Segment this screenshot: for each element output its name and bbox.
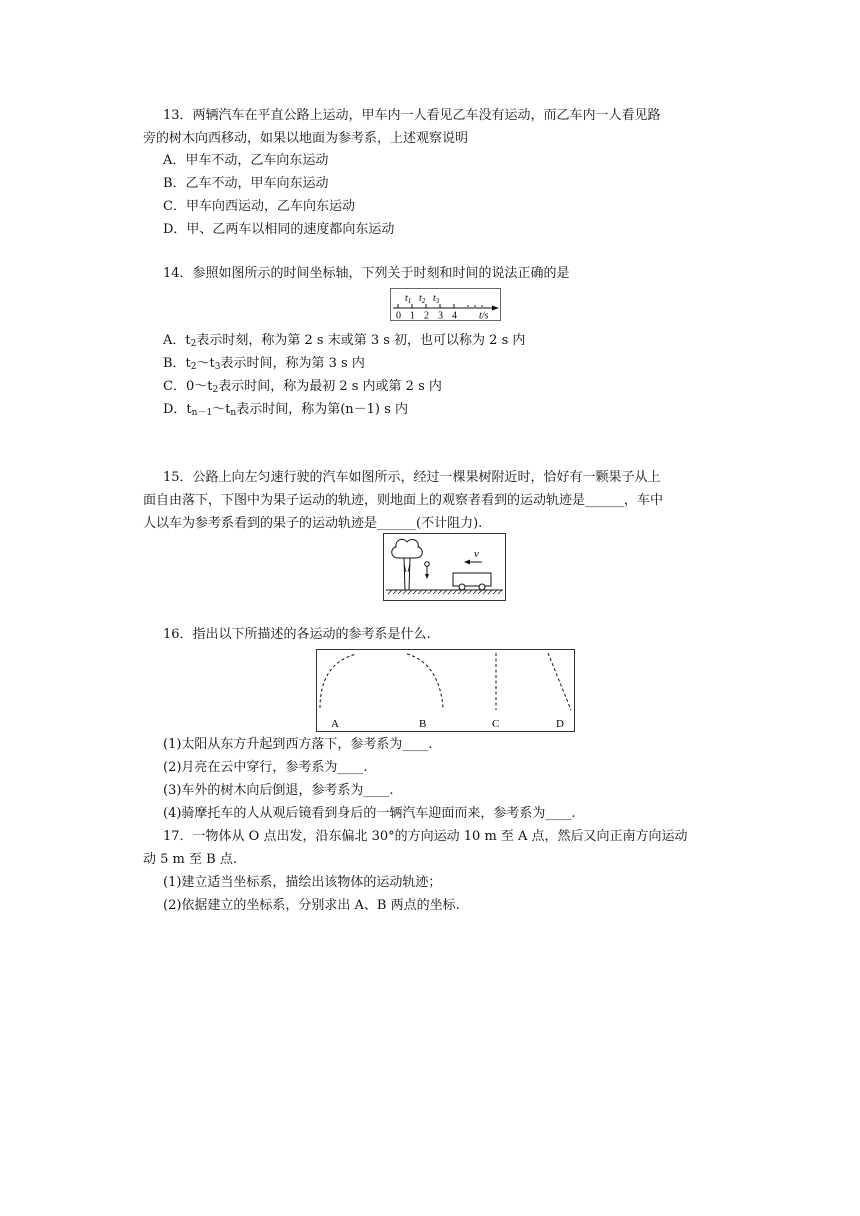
- q15-line2: 面自由落下，下图中为果子运动的轨迹，则地面上的观察者看到的运动轨迹是______，车中: [143, 493, 664, 508]
- time-axis-figure: [390, 288, 501, 321]
- q16-item-1: (1)太阳从东方升起到西方落下，参考系为____.: [163, 737, 433, 752]
- moment-label-t1: $t_1$: [405, 293, 412, 305]
- trajectory-d: [548, 653, 571, 710]
- axis-label: t/s: [479, 310, 489, 320]
- traj-label-d: D: [556, 718, 564, 730]
- q15-line3: 人以车为参考系看到的果子的运动轨迹是______(不计阻力).: [143, 516, 483, 531]
- velocity-arrow-icon: [464, 560, 470, 565]
- q13-stem-line1: 13．两辆汽车在平直公路上运动，甲车内一人看见乙车没有运动，而乙车内一人看见路: [163, 108, 661, 123]
- q14-option-a: A．$t_2$表示时刻，称为第 2 s 末或第 3 s 初，也可以称为 2 s 内: [163, 333, 526, 349]
- q17-item-1: (1)建立适当坐标系，描绘出该物体的运动轨迹；: [163, 875, 442, 890]
- q16-item-4: (4)骑摩托车的人从观后镜看到身后的一辆汽车迎面而来，参考系为____.: [163, 806, 576, 821]
- dot-1: [467, 305, 469, 307]
- q16-stem: 16．指出以下所描述的各运动的参考系是什么.: [163, 627, 431, 642]
- time-axis-arrow-icon: [492, 306, 499, 311]
- q14-option-d: D．$t_{n-1}\sim t_n$表示时间，称为第(n－1) s 内: [163, 402, 408, 418]
- q14-option-c: C．$0\sim t_2$表示时间，称为最初 2 s 内或第 2 s 内: [163, 379, 442, 395]
- q16-item-3: (3)车外的树木向后倒退，参考系为____.: [163, 783, 394, 798]
- q13-option-b: B．乙车不动，甲车向东运动: [163, 176, 329, 191]
- moment-label-t2: $t_2$: [419, 293, 426, 305]
- tree-trunk-left: [404, 558, 405, 590]
- tick-label-0: 0: [396, 310, 401, 320]
- fruit-arrow-icon: [425, 574, 429, 579]
- q14-option-b: B．$t_2\sim t_3$表示时间，称为第 3 s 内: [163, 356, 365, 372]
- q13-option-c: C．甲车向西运动，乙车向东运动: [163, 199, 355, 214]
- q14-stem: 14．参照如图所示的时间坐标轴，下列关于时刻和时间的说法正确的是: [163, 266, 570, 281]
- trajectory-b: [407, 654, 443, 708]
- tree-car-figure: [383, 533, 506, 601]
- q13-option-a: A．甲车不动，乙车向东运动: [163, 153, 329, 168]
- fruit-icon: [425, 562, 430, 567]
- traj-label-c: C: [492, 718, 500, 730]
- car-body-icon: [453, 573, 491, 586]
- traj-label-a: A: [331, 718, 339, 730]
- dot-3: [481, 305, 483, 307]
- moment-label-t3: $t_3$: [433, 293, 440, 305]
- q16-item-2: (2)月亮在云中穿行，参考系为____.: [163, 760, 368, 775]
- ground-hatch: [388, 590, 502, 594]
- tree-crown-icon: [392, 539, 423, 558]
- tree-trunk-right: [409, 558, 410, 590]
- dot-2: [474, 305, 476, 307]
- tick-label-2: 2: [424, 310, 429, 320]
- tick-label-1: 1: [410, 310, 415, 320]
- q17-line1: 17．一物体从 O 点出发，沿东偏北 30°的方向运动 10 m 至 A 点，然后又向正南方向运动: [163, 829, 688, 844]
- tick-label-3: 3: [438, 310, 443, 320]
- q17-line2: 动 5 m 至 B 点.: [143, 852, 237, 867]
- tick-label-4: 4: [452, 310, 457, 320]
- trajectory-figure: [316, 649, 575, 732]
- q17-item-2: (2)依据建立的坐标系，分别求出 A、B 两点的坐标.: [163, 898, 460, 913]
- traj-label-b: B: [419, 718, 427, 730]
- car-wheel-left-icon: [459, 584, 465, 590]
- trajectory-a: [320, 654, 357, 708]
- velocity-label: v: [474, 548, 479, 560]
- q15-line1: 15．公路上向左匀速行驶的汽车如图所示，经过一棵果树附近时，恰好有一颗果子从上: [163, 470, 661, 485]
- q13-option-d: D．甲、乙两车以相同的速度都向东运动: [163, 222, 395, 237]
- car-wheel-right-icon: [479, 584, 485, 590]
- q13-stem-line2: 旁的树木向西移动，如果以地面为参考系，上述观察说明: [143, 131, 469, 146]
